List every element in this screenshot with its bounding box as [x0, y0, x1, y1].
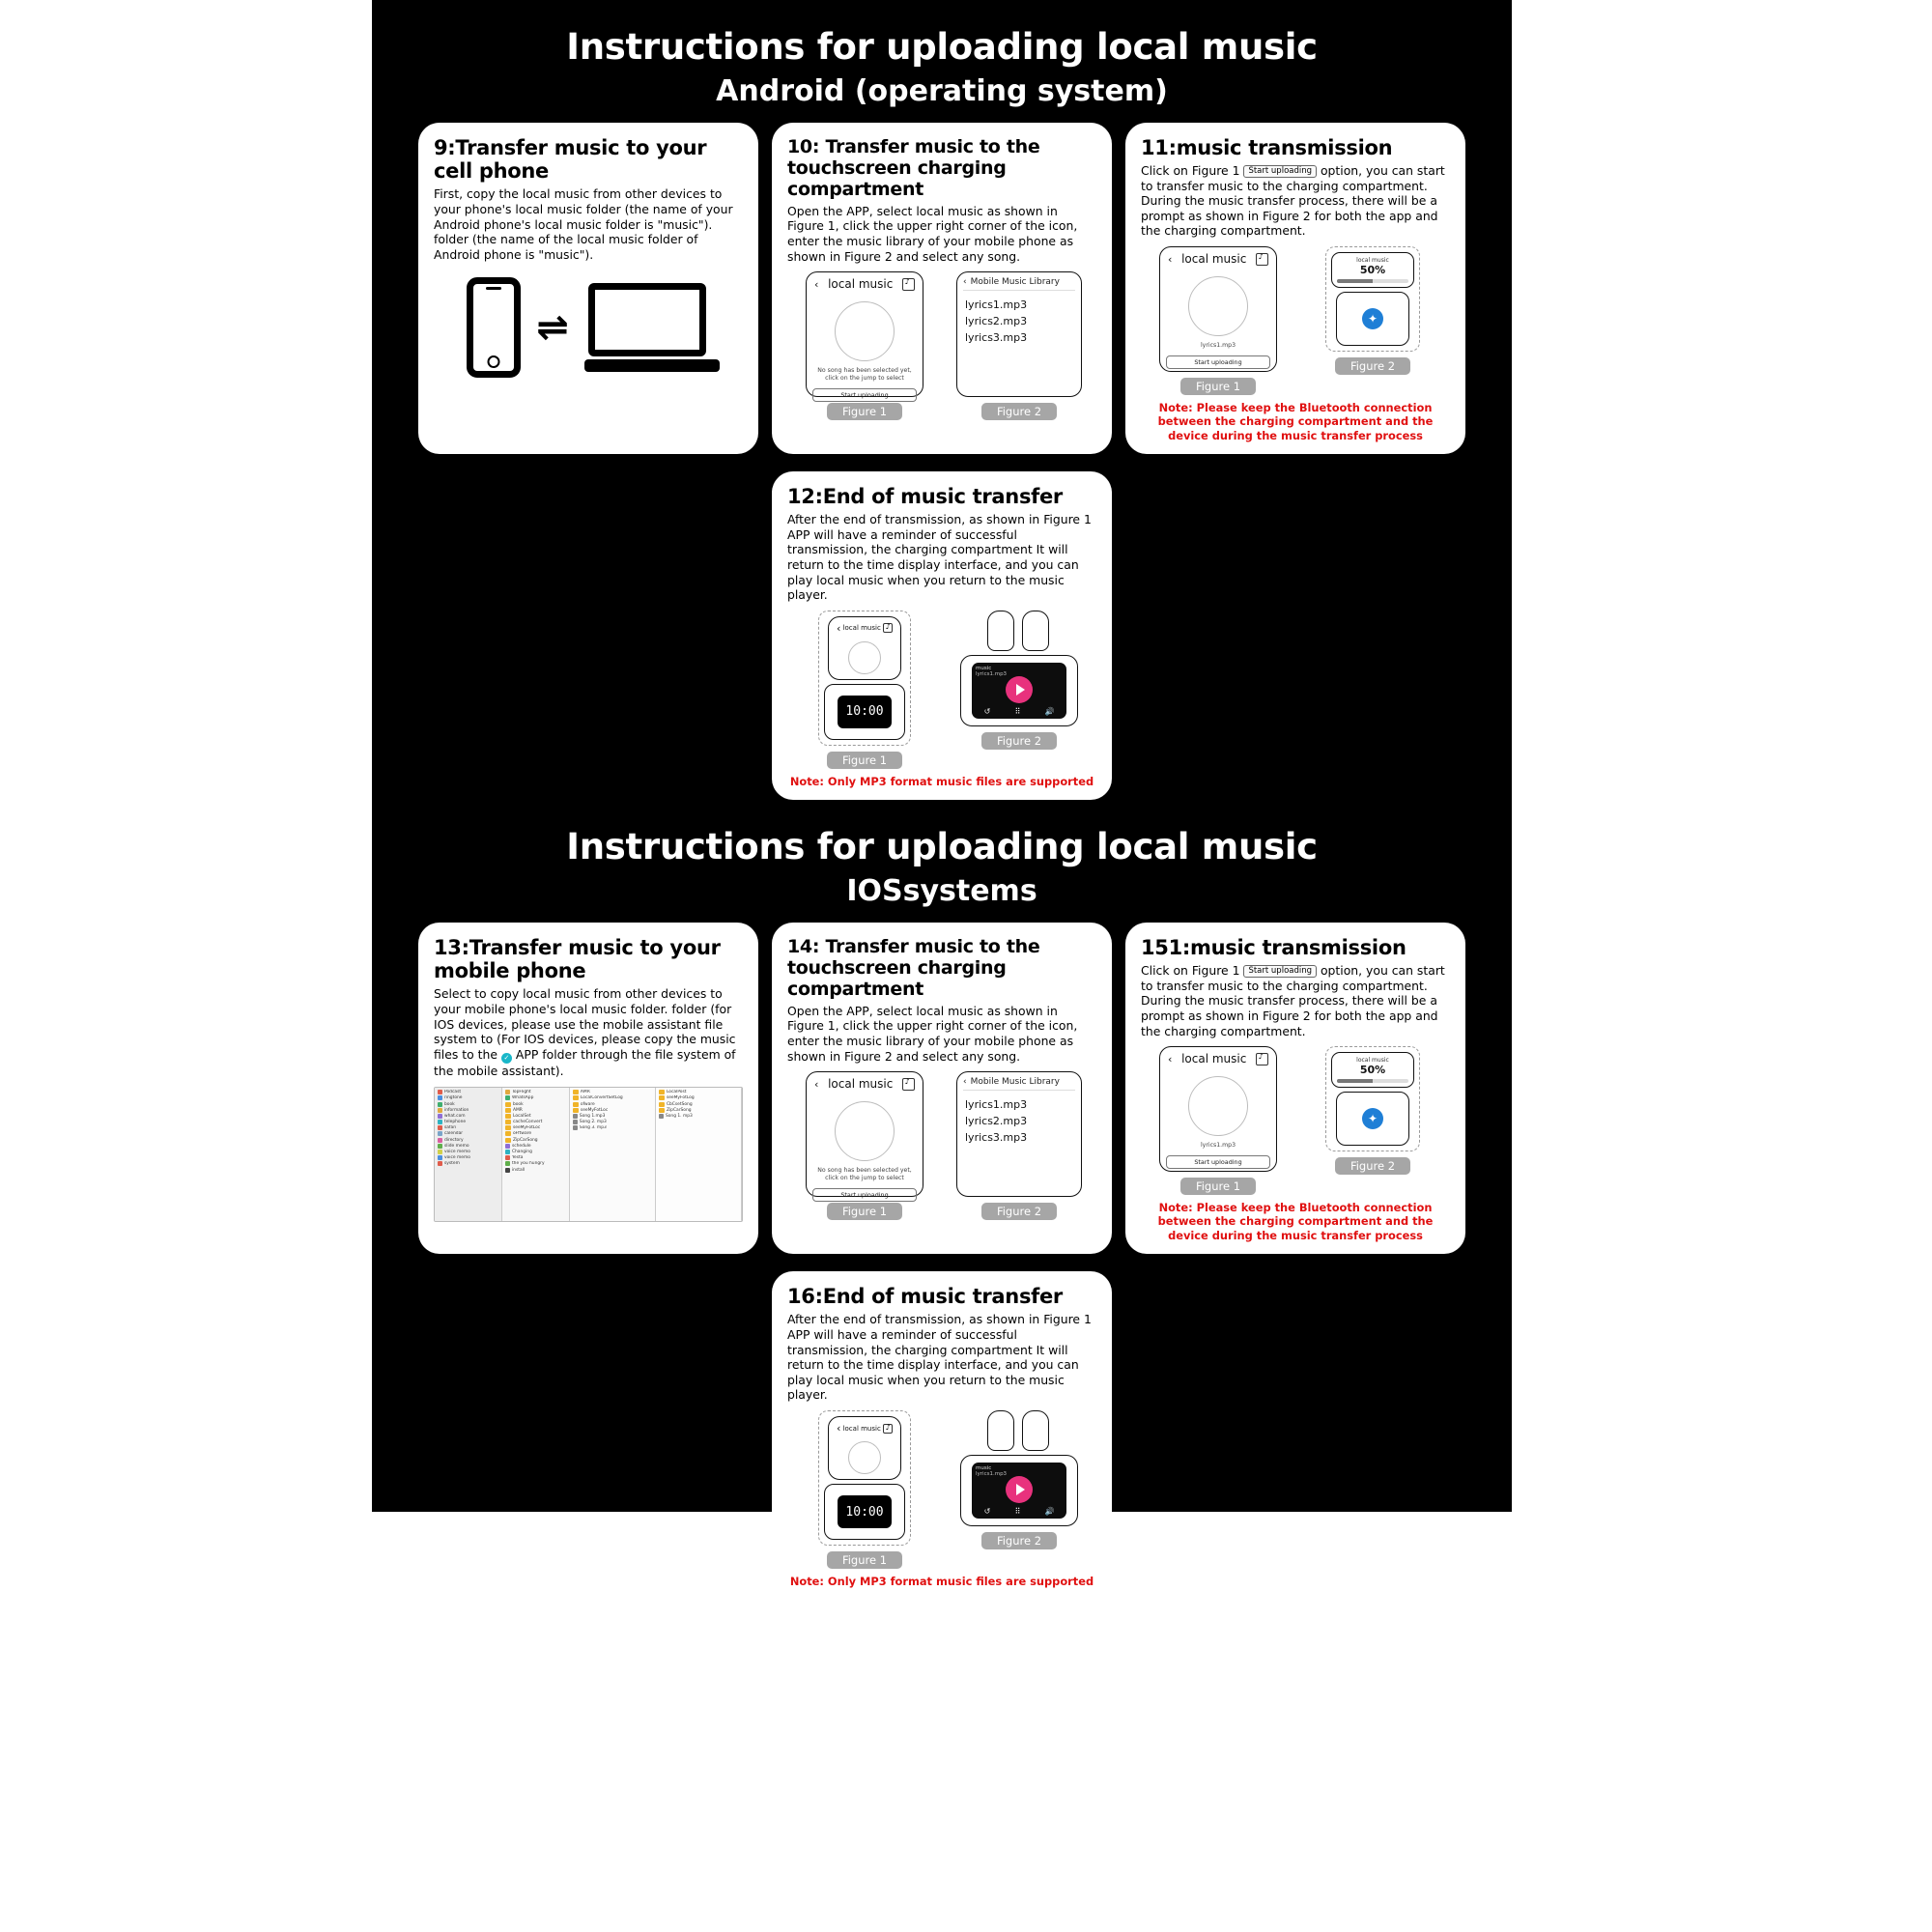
- progress-percent: 50%: [1359, 1064, 1386, 1077]
- progress-label: local music: [1356, 1057, 1389, 1065]
- volume-icon[interactable]: 🔊: [1044, 1507, 1055, 1517]
- zmoofit-app-icon: ✓: [501, 1053, 512, 1064]
- no-song-hint: No song has been selected yet, click on the jump to select: [817, 1167, 912, 1182]
- app-topbar: [835, 622, 895, 638]
- repeat-icon[interactable]: ↺: [983, 706, 991, 716]
- player-title: music: [976, 1465, 992, 1472]
- figure-2-caption: Figure 2: [981, 1532, 1057, 1549]
- album-placeholder: [848, 641, 881, 674]
- figure-2-column: [1298, 246, 1447, 375]
- app-local-music-screen: [806, 271, 923, 397]
- list-item: seeMyFotLog: [658, 1095, 739, 1101]
- card-10-body: [787, 204, 1096, 265]
- app-local-music-screen: [1159, 1046, 1277, 1172]
- figure-2-column: [1298, 1046, 1447, 1175]
- back-icon[interactable]: ‹: [814, 1077, 819, 1091]
- back-icon[interactable]: ‹: [963, 277, 967, 288]
- start-uploading-button[interactable]: Start uploading: [1166, 355, 1270, 369]
- card-13-body: [434, 986, 743, 1078]
- card-12-note: Note: Only MP3 format music files are supported: [789, 774, 1094, 788]
- charging-case-clock: [824, 1484, 905, 1540]
- list-item: voice memo: [437, 1149, 499, 1154]
- list-item: ofware: [572, 1101, 653, 1107]
- success-group: [818, 1410, 911, 1546]
- track-list: [963, 1096, 1075, 1146]
- card-11-note: Note: Please keep the Bluetooth connection between the charging compartment and the device during the music transfer process: [1157, 401, 1434, 442]
- album-placeholder: [835, 1101, 895, 1161]
- card-151-heading: 151:music transmission: [1141, 935, 1406, 959]
- list-item: cacheConvert: [504, 1119, 567, 1124]
- list-item: WhatsApp: [504, 1095, 567, 1101]
- clock-display: 10:00: [838, 696, 892, 728]
- volume-icon[interactable]: 🔊: [1044, 706, 1055, 716]
- list-item: TopFlight: [504, 1090, 567, 1095]
- card-12-figures: [787, 611, 1096, 769]
- card-10-figures: [787, 271, 1096, 420]
- back-icon[interactable]: ‹: [837, 1422, 841, 1435]
- card-11-body: [1141, 163, 1450, 239]
- list-item: LocalSet: [504, 1113, 567, 1119]
- laptop-screen: [588, 283, 706, 356]
- list-item: ZipCarSong: [658, 1107, 739, 1113]
- player-controls: [972, 707, 1066, 716]
- figure-2-caption: Figure 2: [1335, 357, 1410, 375]
- figure-2-caption: Figure 2: [1335, 1157, 1410, 1175]
- transfer-arrows-icon: ⇌: [536, 305, 569, 351]
- card-151-note: Note: Please keep the Bluetooth connection between the charging compartment and the device during the music transfer process: [1157, 1201, 1434, 1242]
- card-14-heading: 14: Transfer music to the touchscreen charging compartment: [787, 935, 1040, 1000]
- transfer-progress-group: [1325, 1046, 1420, 1151]
- app-title: local music: [842, 624, 881, 633]
- list-item[interactable]: lyrics3.mp3: [965, 1131, 1028, 1145]
- card-11-body-b: option, you can start to transfer music to the charging compartment. During the music transfer process, there will be a prompt as shown in Figure 2 for both the app and the charging compartment.: [1141, 162, 1445, 239]
- back-icon[interactable]: ‹: [1168, 252, 1173, 266]
- app-title: local music: [842, 1424, 881, 1433]
- charging-case-player: [960, 1455, 1078, 1526]
- progress-and-case: [1331, 1052, 1414, 1146]
- earbud-right: [1022, 1410, 1049, 1451]
- progress-label: local music: [1356, 257, 1389, 265]
- bluetooth-icon: ✦: [1362, 308, 1383, 329]
- card-step-13: [418, 923, 758, 1254]
- figure-2-column: [945, 271, 1094, 420]
- music-player-screen: [972, 1463, 1066, 1519]
- list-item: install: [504, 1167, 567, 1173]
- selected-track-label: lyrics1.mp3: [1200, 342, 1236, 350]
- player-track: lyrics1.mp3: [976, 670, 1008, 677]
- figure-2-column: [945, 611, 1094, 750]
- list-item: AMR: [504, 1107, 567, 1113]
- list-item: system: [437, 1161, 499, 1167]
- figure-1-column: [1144, 1046, 1293, 1195]
- card-16-note: Note: Only MP3 format music files are supported: [789, 1575, 1094, 1589]
- player-track: lyrics1.mp3: [976, 1471, 1008, 1478]
- list-item: CbCsetSong: [658, 1101, 739, 1107]
- list-item: LocalConvertSetLog: [572, 1095, 653, 1101]
- back-icon[interactable]: ‹: [814, 277, 819, 291]
- list-item: book: [437, 1101, 499, 1107]
- card-151-body-b: option, you can start to transfer music to the charging compartment. During the music transfer process, there will be a prompt as shown in Figure 2 for both the app and the charging compartment.: [1141, 963, 1445, 1038]
- progress-bar: [1337, 279, 1408, 283]
- clock-display: 10:00: [838, 1495, 892, 1528]
- start-uploading-chip: Start uploading: [1243, 965, 1317, 978]
- list-item: Song 1. mp3: [658, 1113, 739, 1119]
- music-note-icon[interactable]: [1256, 1053, 1268, 1065]
- progress-and-case: [1331, 252, 1414, 346]
- app-topbar: [812, 1077, 917, 1094]
- list-item: voice memo: [437, 1155, 499, 1161]
- card-12-heading: 12:End of music transfer: [787, 484, 1063, 508]
- list-item: telephone: [437, 1119, 499, 1124]
- card-step-10: [772, 123, 1112, 454]
- list-item: seeMyFotLoc: [504, 1125, 567, 1131]
- library-header: [963, 277, 1075, 291]
- laptop-base: [584, 359, 720, 372]
- play-button[interactable]: [1006, 1476, 1033, 1503]
- music-player-screen: [972, 663, 1066, 719]
- card-step-14: [772, 923, 1112, 1254]
- start-uploading-button[interactable]: Start uploading: [1166, 1155, 1270, 1169]
- list-item[interactable]: lyrics2.mp3: [965, 1115, 1028, 1128]
- android-subtitle: Android (operating system): [716, 73, 1168, 108]
- music-note-icon[interactable]: [902, 278, 915, 291]
- list-icon[interactable]: ⠿: [1014, 1507, 1021, 1517]
- card-14-body: Open the APP, select local music as shown in Figure 1, click the upper right corner of the icon, enter the music library of your mobile phone as shown in Figure 2 and select any song.: [787, 1003, 1078, 1064]
- app-local-music-screen: [1159, 246, 1277, 372]
- list-item: ZipCarSong: [504, 1137, 567, 1143]
- figure-1-column: [790, 271, 939, 420]
- card-11-heading: 11:music transmission: [1141, 135, 1393, 159]
- ios-subtitle: IOSsystems: [846, 873, 1037, 908]
- app-topbar: [812, 277, 917, 294]
- figure-2-caption: Figure 2: [981, 403, 1057, 420]
- progress-bar: [1337, 1079, 1408, 1083]
- earbuds-player-group: [960, 611, 1078, 726]
- list-item: Changing: [504, 1149, 567, 1154]
- card-13-heading: 13:Transfer music to your mobile phone: [434, 935, 721, 983]
- app-title: local music: [828, 1077, 894, 1092]
- list-item: Song 2. mp3: [572, 1119, 653, 1124]
- progress-percent: 50%: [1359, 264, 1386, 277]
- figure-1-column: [790, 1071, 939, 1220]
- track-list: [963, 297, 1075, 346]
- card-151-body-a: Click on Figure 1: [1141, 963, 1240, 979]
- earbuds-icon: [960, 1410, 1076, 1451]
- library-title: Mobile Music Library: [970, 277, 1060, 288]
- list-item: ringtone: [437, 1095, 499, 1101]
- card-16-body: After the end of transmission, as shown in Figure 1 APP will have a reminder of successful transmission, the charging compartment It will return to the time display interface, and you can play local music when you return to the music player.: [787, 1312, 1092, 1403]
- explorer-column-3: [570, 1088, 656, 1221]
- list-item: safari: [437, 1125, 499, 1131]
- music-note-icon[interactable]: [902, 1078, 915, 1091]
- player-title: music: [976, 665, 992, 671]
- back-icon[interactable]: ‹: [1168, 1052, 1173, 1065]
- charging-case-icon: [1336, 292, 1409, 346]
- back-icon[interactable]: ‹: [837, 621, 841, 635]
- card-12-body: After the end of transmission, as shown in Figure 1 APP will have a reminder of successful transmission, the charging compartment It will return to the time display interface, and you can play local music when you return to the music player.: [787, 512, 1092, 603]
- list-item: the you hungry: [504, 1161, 567, 1167]
- earbud-left: [987, 1410, 1014, 1451]
- upload-progress-card: [1331, 1052, 1414, 1088]
- app-title: local music: [828, 277, 894, 292]
- poster-page: [372, 0, 1512, 1589]
- app-title: local music: [1181, 252, 1247, 267]
- app-topbar: [835, 1422, 895, 1437]
- ios-card-grid: [372, 909, 1512, 1601]
- selected-track-label: lyrics1.mp3: [1200, 1142, 1236, 1150]
- start-uploading-button[interactable]: Start uploading: [812, 1188, 917, 1202]
- card-step-12: [772, 471, 1112, 800]
- laptop-icon: [584, 283, 710, 372]
- list-item[interactable]: lyrics3.mp3: [965, 331, 1028, 345]
- start-uploading-button[interactable]: Start uploading: [812, 388, 917, 402]
- card-151-figures: [1141, 1046, 1450, 1195]
- list-item[interactable]: lyrics1.mp3: [965, 1098, 1028, 1112]
- play-button[interactable]: [1006, 676, 1033, 703]
- app-local-music-screen: [806, 1071, 923, 1197]
- list-item: slide memo: [437, 1143, 499, 1149]
- list-item: directory: [437, 1137, 499, 1143]
- card-11-body-a: Click on Figure 1: [1141, 162, 1240, 178]
- ios-header: [372, 800, 1512, 909]
- list-item: oFftware: [504, 1131, 567, 1137]
- smartphone-icon: [467, 277, 521, 378]
- card-16-heading: 16:End of music transfer: [787, 1284, 1063, 1308]
- list-item: what.com: [437, 1113, 499, 1119]
- figure-2-caption: Figure 2: [981, 1203, 1057, 1220]
- list-item[interactable]: lyrics1.mp3: [965, 298, 1028, 312]
- figure-1-caption: Figure 1: [827, 1203, 902, 1220]
- file-explorer-screenshot: [434, 1087, 743, 1222]
- music-note-icon[interactable]: [883, 1424, 893, 1434]
- back-icon[interactable]: ‹: [963, 1077, 967, 1088]
- earbuds-icon: [960, 611, 1076, 651]
- no-song-hint: No song has been selected yet, click on the jump to select: [817, 367, 912, 382]
- earbud-right: [1022, 611, 1049, 651]
- charging-case-icon: [1336, 1092, 1409, 1146]
- app-success-screen: [828, 1416, 901, 1480]
- card-13-body-a: Select to copy local music from other devices to your mobile phone's local music folder. folder (for IOS devices, please use the mobile assistant file system to (For IOS devices, please copy the music files to the: [434, 986, 736, 1062]
- list-icon[interactable]: ⠿: [1014, 706, 1021, 716]
- app-success-screen: [828, 616, 901, 680]
- list-item: Song 1.mp3: [572, 1113, 653, 1119]
- card-10-body-text: Open the APP, select local music as shown in Figure 1, click the upper right corner of the icon, enter the music library of your mobile phone as shown in Figure 2 and select any song.: [787, 203, 1078, 264]
- phone-and-clock-case: [824, 1416, 905, 1540]
- list-item: Yesta: [504, 1155, 567, 1161]
- card-step-11: [1125, 123, 1465, 454]
- explorer-column-4: [656, 1088, 742, 1221]
- list-item: schedule: [504, 1143, 567, 1149]
- card-step-16: [772, 1271, 1112, 1600]
- figure-2-caption: Figure 2: [981, 732, 1057, 750]
- card-151-body: [1141, 963, 1450, 1038]
- mobile-music-library-screen: [956, 271, 1082, 397]
- repeat-icon[interactable]: ↺: [983, 1507, 991, 1517]
- earbud-left: [987, 611, 1014, 651]
- success-group: [818, 611, 911, 746]
- figure-1-column: [790, 1410, 939, 1569]
- figure-1-caption: Figure 1: [1180, 1178, 1256, 1195]
- figure-1-column: [790, 611, 939, 769]
- phone-and-clock-case: [824, 616, 905, 740]
- card-9-heading: 9:Transfer music to your cell phone: [434, 135, 707, 183]
- figure-1-caption: Figure 1: [827, 403, 902, 420]
- transfer-progress-group: [1325, 246, 1420, 352]
- figure-1-caption: Figure 1: [1180, 378, 1256, 395]
- album-placeholder: [1188, 276, 1248, 336]
- android-title: Instructions for uploading local music: [566, 26, 1318, 68]
- android-header: [372, 0, 1512, 109]
- start-uploading-chip: Start uploading: [1243, 165, 1317, 178]
- card-step-151: [1125, 923, 1465, 1254]
- card-14-figures: [787, 1071, 1096, 1220]
- player-controls: [972, 1507, 1066, 1516]
- card-9-body: First, copy the local music from other devices to your phone's local music folder (the name of your Android phone's local music folder is "music"). folder (the name of the local music folder of Android phone is "music").: [434, 186, 733, 262]
- list-item: information: [437, 1107, 499, 1113]
- album-placeholder: [1188, 1076, 1248, 1136]
- list-item: calendar: [437, 1131, 499, 1137]
- card-10-heading: 10: Transfer music to the touchscreen charging compartment: [787, 135, 1040, 200]
- figure-2-column: [945, 1071, 1094, 1220]
- card-11-figures: [1141, 246, 1450, 395]
- figure-1-column: [1144, 246, 1293, 395]
- android-card-grid: [372, 109, 1512, 801]
- list-item: Song 3. mp3: [572, 1125, 653, 1131]
- card-step-9: [418, 123, 758, 454]
- album-placeholder: [835, 301, 895, 361]
- music-note-icon[interactable]: [883, 623, 893, 633]
- upload-progress-card: [1331, 252, 1414, 288]
- library-header: [963, 1077, 1075, 1091]
- list-item[interactable]: lyrics2.mp3: [965, 315, 1028, 328]
- card-16-figures: [787, 1410, 1096, 1569]
- phone-laptop-illustration: [434, 277, 743, 378]
- list-item: AMR: [572, 1090, 653, 1095]
- bluetooth-icon: ✦: [1362, 1108, 1383, 1129]
- figure-2-column: [945, 1410, 1094, 1549]
- card-13-body-b: APP folder through the file system of the mobile assistant).: [434, 1046, 736, 1078]
- list-item: LocalPost: [658, 1090, 739, 1095]
- figure-1-caption: Figure 1: [827, 1551, 902, 1569]
- list-item: seeMyFotLoc: [572, 1107, 653, 1113]
- library-title: Mobile Music Library: [970, 1077, 1060, 1088]
- album-placeholder: [848, 1441, 881, 1474]
- app-title: local music: [1181, 1052, 1247, 1066]
- explorer-column-1: [435, 1088, 502, 1221]
- explorer-column-2: [502, 1088, 570, 1221]
- charging-case-clock: [824, 684, 905, 740]
- figure-1-caption: Figure 1: [827, 752, 902, 769]
- list-item: Podcast: [437, 1090, 499, 1095]
- list-item: book: [504, 1101, 567, 1107]
- charging-case-player: [960, 655, 1078, 726]
- ios-title: Instructions for uploading local music: [566, 826, 1318, 868]
- mobile-music-library-screen: [956, 1071, 1082, 1197]
- app-topbar: [1166, 252, 1270, 269]
- music-note-icon[interactable]: [1256, 253, 1268, 266]
- app-topbar: [1166, 1052, 1270, 1068]
- earbuds-player-group: [960, 1410, 1078, 1526]
